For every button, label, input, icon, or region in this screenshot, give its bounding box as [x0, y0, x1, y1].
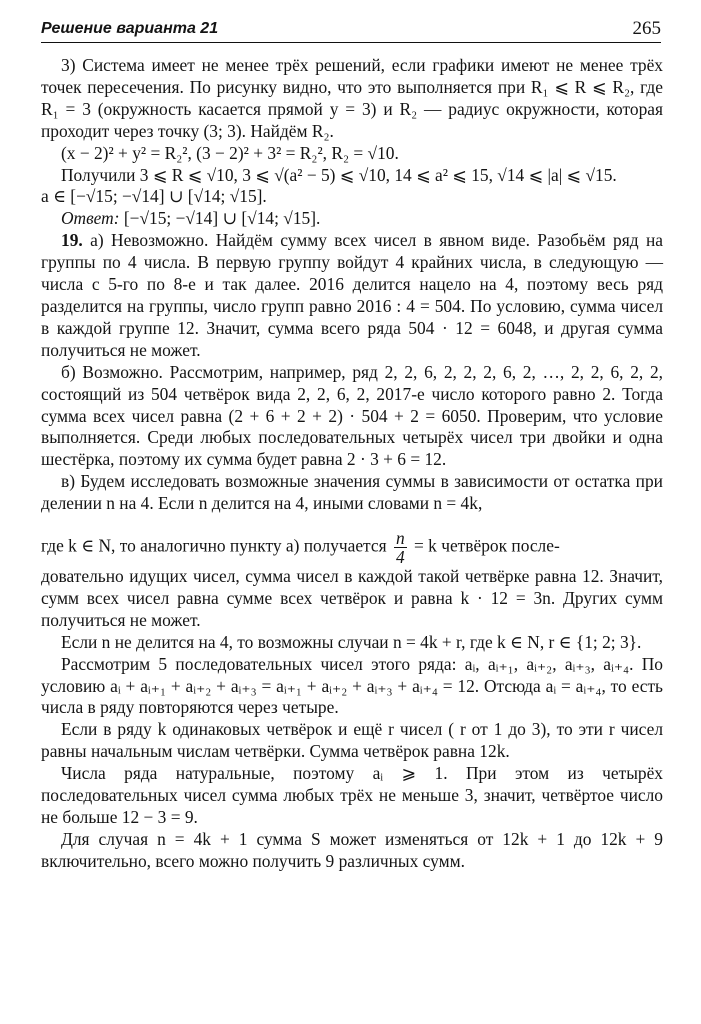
page-body — [41, 55, 663, 873]
page-header — [41, 18, 661, 43]
paragraph-problem-19a-text: а) Невозможно. Найдём сумму всех чисел в явном виде. Разобьём ряд на группы по 4 числа. В первую группу войдут 4 крайних числа, в следующую — числа с 5-го по 8-е и так далее. 2016 делится нацело на 4, поэтому весь ряд разделится на группы, число групп равно 2016 : 4 = 504. По условию, сумма чисел в каждой группе 12. Значит, сумма всего ряда 504 · 12 = 6048, и другая сумма получиться не может. — [41, 230, 663, 360]
equation-radius: (x − 2)² + y² = R₂², (3 − 2)² + 3² = R₂², R₂ = √10. — [61, 142, 399, 163]
paragraph-five-consecutive: Рассмотрим 5 последовательных чисел этого ряда: aᵢ, aᵢ₊₁, aᵢ₊₂, aᵢ₊₃, aᵢ₊₄. По условию aᵢ + aᵢ₊₁ + aᵢ₊₂ + aᵢ₊₃ = aᵢ₊₁ + aᵢ₊₂ + aᵢ₊₃ + aᵢ₊₄ = 12. Отсюда aᵢ = aᵢ₊₄, то есть числа в ряду повторяются через четыре. — [41, 653, 663, 718]
page-number: 265 — [632, 18, 661, 39]
paragraph-n-not-divisible: Если n не делится на 4, то возможны случаи n = 4k + r, где k ∈ N, r ∈ {1; 2; 3}. — [61, 631, 642, 652]
fraction-denominator: 4 — [395, 547, 405, 568]
answer-line — [41, 208, 663, 230]
equation-a-set: a ∈ [−√15; −√14] ∪ [√14; √15]. — [41, 186, 267, 207]
paragraph-problem-19a — [41, 230, 663, 361]
running-title: Решение варианта 21 — [41, 20, 219, 37]
fraction-line-suffix: = k четвёрок после- — [414, 535, 560, 556]
paragraph-quads-sum: довательно идущих чисел, сумма чисел в каждой такой четвёрке равна 12. Значит, сумм всех чисел равна сумме всех четвёрок и равна k · 12 = 3n. Других сумм получиться не может. — [41, 566, 663, 630]
fraction-n-over-4 — [394, 529, 407, 566]
spacer — [41, 515, 663, 529]
paragraph-inequalities: Получили 3 ⩽ R ⩽ √10, 3 ⩽ √(a² − 5) ⩽ √10, 14 ⩽ a² ⩽ 15, √14 ⩽ |a| ⩽ √15. — [61, 164, 617, 185]
answer-value: [−√15; −√14] ∪ [√14; √15]. — [119, 208, 321, 229]
fraction-numerator: n — [395, 528, 405, 549]
paragraph-k-quads: Если в ряду k одинаковых четвёрок и ещё r чисел ( r от 1 до 3), то эти r чисел равны начальным числам четвёрки. Сумма четвёрок равна 12k. — [41, 719, 663, 762]
paragraph-case-r1: Для случая n = 4k + 1 сумма S может изменяться от 12k + 1 до 12k + 9 включительно, всего можно получить 9 различных сумм. — [41, 828, 663, 871]
fraction-line-prefix: где k ∈ N, то аналогично пункту а) получается — [41, 535, 387, 556]
line-with-fraction — [41, 529, 663, 566]
paragraph-natural-numbers: Числа ряда натуральные, поэтому aᵢ ⩾ 1. При этом из четырёх последовательных чисел сумма любых трёх не меньше 3, значит, четвёртое число не больше 12 − 3 = 9. — [41, 763, 663, 827]
paragraph-problem-19b: б) Возможно. Рассмотрим, например, ряд 2, 2, 6, 2, 2, 2, 6, 2, …, 2, 2, 6, 2, 2, состоящий из 504 четвёрок вида 2, 2, 6, 2, 2017-е число которого равно 2. Тогда сумма всех чисел равна (2 + 6 + 2 + 2) · 504 + 2 = 6050. Проверим, что условие выполняется. Среди любых последовательных четырёх чисел три двойки и одна шестёрка, поэтому их сумма будет равна 2 · 3 + 6 = 12. — [41, 361, 663, 470]
paragraph-problem-19v: в) Будем исследовать возможные значения суммы в зависимости от остатка при делении n на 4. Если n делится на 4, иными словами n = 4k, — [41, 471, 663, 514]
problem-number: 19. — [61, 230, 83, 251]
answer-label: Ответ: — [61, 208, 120, 229]
paragraph-system-solutions: 3) Система имеет не менее трёх решений, если графики имеют не менее трёх точек пересечения. По рисунку видно, что это выполняется при R₁ ⩽ R ⩽ R₂, где R₁ = 3 (окружность касается прямой y = 3) и R₂ — радиус окружности, которая проходит через точку (3; 3). Найдём R₂. — [41, 55, 663, 141]
